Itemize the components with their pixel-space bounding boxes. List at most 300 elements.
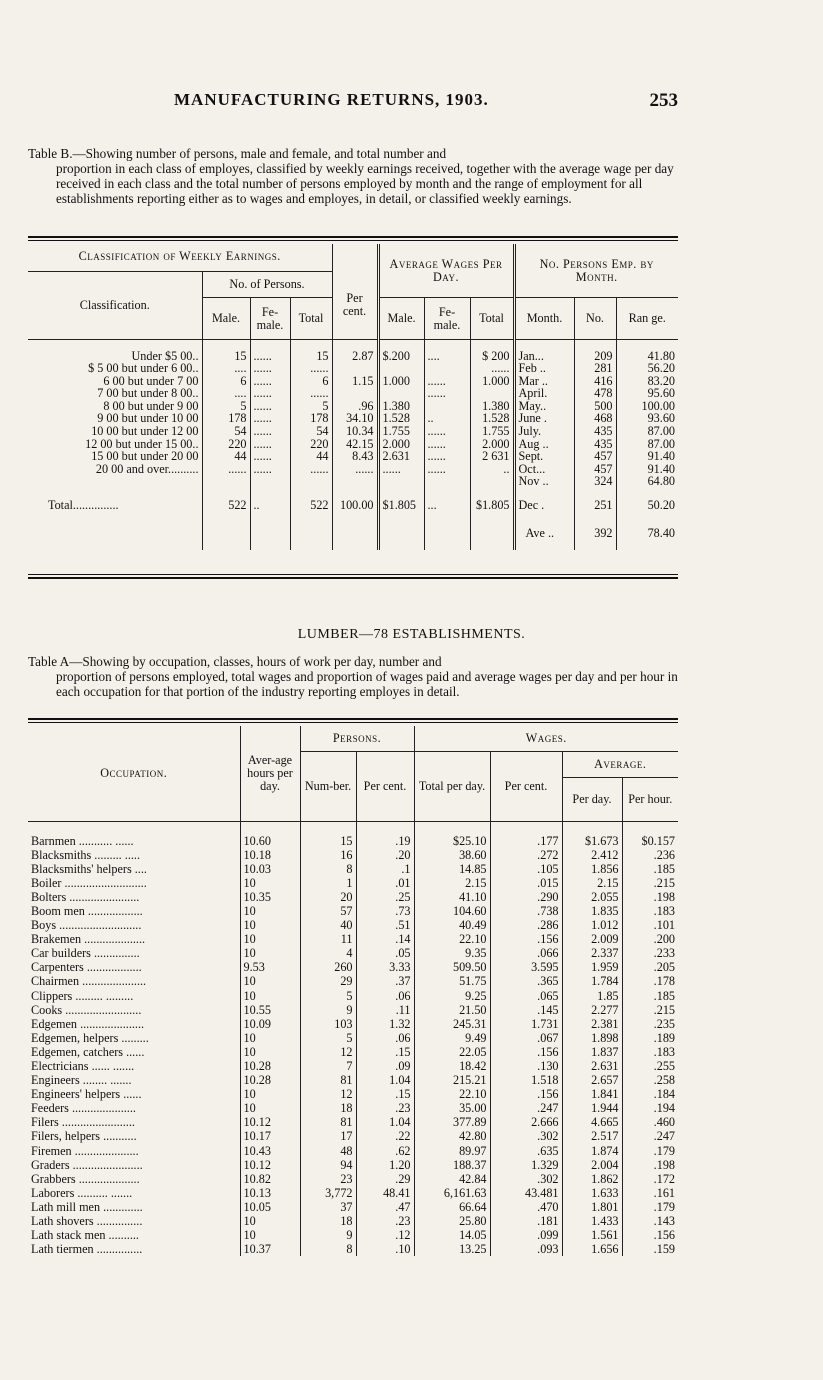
table-a-percent-cell: .29 bbox=[356, 1172, 414, 1186]
table-b-range-header: Ran ge. bbox=[616, 298, 678, 340]
table-b-row bbox=[28, 362, 678, 375]
table-a-occupation-cell: Filers ........................ bbox=[31, 1115, 135, 1130]
table-a-row bbox=[28, 1115, 678, 1129]
table-a-number-cell: 11 bbox=[300, 932, 356, 946]
table-a-hours-cell: 10.43 bbox=[240, 1144, 300, 1158]
table-a-hours-cell: 10.18 bbox=[240, 848, 300, 862]
table-a-wages-percent-cell: .067 bbox=[490, 1031, 562, 1045]
table-a-percent-cell: .06 bbox=[356, 989, 414, 1003]
table-a-occupation-cell: Engineers ........ ....... bbox=[31, 1073, 132, 1088]
table-a-number-cell: 40 bbox=[300, 918, 356, 932]
table-b-wage-male-cell: 1.528 bbox=[378, 412, 424, 425]
table-b-row bbox=[28, 450, 678, 463]
table-a-wages-percent-cell: 1.731 bbox=[490, 1017, 562, 1031]
table-a-hours-cell: 10.60 bbox=[240, 834, 300, 848]
table-b-total-cell: ...... bbox=[290, 362, 332, 375]
table-a-total-cell: 21.50 bbox=[414, 1003, 490, 1017]
table-a-hours-cell: 9.53 bbox=[240, 960, 300, 974]
table-a-per-day-cell: 1.837 bbox=[562, 1045, 622, 1059]
table-a-number-cell: 9 bbox=[300, 1228, 356, 1242]
table-b-wage-total-cell bbox=[470, 387, 514, 400]
table-b-total-cell: ...... bbox=[290, 463, 332, 476]
table-a-number-cell: 3,772 bbox=[300, 1186, 356, 1200]
table-b-total-range: 50.20 bbox=[616, 494, 678, 516]
table-b-female-cell: ...... bbox=[250, 463, 290, 476]
table-a-row bbox=[28, 1087, 678, 1101]
table-a-row bbox=[28, 918, 678, 932]
table-a-percent-cell: 1.04 bbox=[356, 1073, 414, 1087]
table-b-caption-first: Table B.—Showing number of persons, male and female, and total number and bbox=[28, 146, 447, 161]
table-a-occupation-cell: Boiler ........................... bbox=[31, 875, 147, 890]
table-a-hours-cell: 10.12 bbox=[240, 1115, 300, 1129]
table-a-per-hour-cell: .255 bbox=[622, 1059, 678, 1073]
table-b-total-row bbox=[28, 494, 678, 516]
table-a-average-header: Average. bbox=[562, 752, 678, 778]
table-b-wage-total-cell: 2 631 bbox=[470, 450, 514, 463]
table-b-wage-female-cell: .... bbox=[424, 350, 470, 363]
table-a-hours-cell: 10.13 bbox=[240, 1186, 300, 1200]
table-a-per-hour-cell: .258 bbox=[622, 1073, 678, 1087]
table-b-total-wage-female: ... bbox=[424, 494, 470, 516]
table-b-male-header: Male. bbox=[202, 298, 250, 340]
table-a-wages-percent-cell: .290 bbox=[490, 890, 562, 904]
table-b-no-cell: 416 bbox=[574, 375, 616, 388]
table-a-number-cell: 17 bbox=[300, 1129, 356, 1143]
table-b-no-cell: 324 bbox=[574, 475, 616, 488]
table-a-total-cell: 215.21 bbox=[414, 1073, 490, 1087]
table-b-range-cell: 87.00 bbox=[616, 425, 678, 438]
table-b-wage-total-cell: 1.380 bbox=[470, 400, 514, 413]
table-b-classification-cell: 9 00 but under 10 00 bbox=[97, 411, 199, 426]
table-a-per-day-cell: 1.656 bbox=[562, 1242, 622, 1256]
table-a-hours-cell: 10.17 bbox=[240, 1129, 300, 1143]
table-a-wages-percent-cell: .156 bbox=[490, 1087, 562, 1101]
table-b-male-cell bbox=[202, 475, 250, 488]
table-b-month-cell: Jan... bbox=[514, 350, 574, 363]
table-a-hours-cell: 10 bbox=[240, 1045, 300, 1059]
table-b-percent-header: Per cent. bbox=[332, 272, 378, 340]
table-a-total-cell: 509.50 bbox=[414, 960, 490, 974]
table-b-total-header: Total bbox=[290, 298, 332, 340]
table-a-occupation-cell: Grabbers .................... bbox=[31, 1171, 140, 1186]
table-a-percent-header: Per cent. bbox=[356, 752, 414, 822]
table-a-wages-percent-cell: .286 bbox=[490, 918, 562, 932]
table-b-month-cell: May.. bbox=[514, 400, 574, 413]
table-b-total-cell: 44 bbox=[290, 450, 332, 463]
table-a-per-day-cell: 2.631 bbox=[562, 1059, 622, 1073]
table-b-month-cell: June . bbox=[514, 412, 574, 425]
table-a-total-cell: 18.42 bbox=[414, 1059, 490, 1073]
table-a-total-cell: 6,161.63 bbox=[414, 1186, 490, 1200]
table-b-wage-male-cell: 1.000 bbox=[378, 375, 424, 388]
table-a-per-day-cell: 1.841 bbox=[562, 1087, 622, 1101]
table-a-total-cell: 377.89 bbox=[414, 1115, 490, 1129]
table-a-per-day-cell: 2.657 bbox=[562, 1073, 622, 1087]
table-a-row bbox=[28, 960, 678, 974]
table-a-per-hour-cell: .184 bbox=[622, 1087, 678, 1101]
table-b-wage-male-cell: $.200 bbox=[378, 350, 424, 363]
table-a-per-hour-cell: .236 bbox=[622, 848, 678, 862]
table-a-total-cell: 35.00 bbox=[414, 1101, 490, 1115]
table-a-total-cell: 42.80 bbox=[414, 1129, 490, 1143]
table-a-hours-cell: 10 bbox=[240, 1214, 300, 1228]
table-a-percent-cell: .22 bbox=[356, 1129, 414, 1143]
page-header bbox=[28, 90, 678, 114]
table-b-no-cell: 500 bbox=[574, 400, 616, 413]
table-a-hours-cell: 10 bbox=[240, 974, 300, 988]
table-b-total-cell: 178 bbox=[290, 412, 332, 425]
table-a-total-cell: 245.31 bbox=[414, 1017, 490, 1031]
table-b-percent-cell: 34.10 bbox=[332, 412, 378, 425]
table-b-ave-no: 392 bbox=[574, 516, 616, 550]
table-b-male-cell: 178 bbox=[202, 412, 250, 425]
table-b-classification-cell: 7 00 but under 8 00.. bbox=[97, 386, 199, 401]
table-a-occupation-cell: Edgemen, catchers ...... bbox=[31, 1044, 145, 1059]
table-b-female-header: Fe-male. bbox=[250, 298, 290, 340]
table-a-caption-rest: proportion of persons employed, total wages and proportion of wages paid and average wages per day and per hour in each occupation for that portion of the industry reporting employes in detail. bbox=[56, 669, 678, 699]
table-a-total-cell: 14.85 bbox=[414, 862, 490, 876]
table-a-number-cell: 48 bbox=[300, 1144, 356, 1158]
table-b-total-wage-total: $1.805 bbox=[470, 494, 514, 516]
table-b bbox=[28, 244, 678, 550]
table-a-caption-first: Table A—Showing by occupation, classes, hours of work per day, number and bbox=[28, 654, 442, 669]
table-a-per-day-cell: 1.561 bbox=[562, 1228, 622, 1242]
table-a-occupation-cell: Lath stack men .......... bbox=[31, 1228, 139, 1243]
table-a-percent-cell: .51 bbox=[356, 918, 414, 932]
table-a-per-day-cell: 1.801 bbox=[562, 1200, 622, 1214]
table-b-wage-total-cell: 1.755 bbox=[470, 425, 514, 438]
table-a-per-hour-cell: .143 bbox=[622, 1214, 678, 1228]
table-a-occupation-cell: Filers, helpers ........... bbox=[31, 1129, 137, 1144]
table-a-hours-cell: 10.05 bbox=[240, 1200, 300, 1214]
table-a-per-day-cell: $1.673 bbox=[562, 834, 622, 848]
table-a-caption bbox=[28, 654, 678, 699]
table-a-row bbox=[28, 1186, 678, 1200]
table-a-percent-cell: .62 bbox=[356, 1144, 414, 1158]
table-a-total-cell: $25.10 bbox=[414, 834, 490, 848]
table-a-row bbox=[28, 1045, 678, 1059]
table-a-percent-cell: 1.32 bbox=[356, 1017, 414, 1031]
table-a-occupation-cell: Boys ........................... bbox=[31, 918, 142, 933]
table-a-number-cell: 5 bbox=[300, 1031, 356, 1045]
table-b-total-cell: ...... bbox=[290, 387, 332, 400]
table-b-male-cell: 44 bbox=[202, 450, 250, 463]
table-a-percent-cell: .10 bbox=[356, 1242, 414, 1256]
table-b-classification-cell bbox=[28, 475, 202, 488]
table-a-per-hour-cell: .194 bbox=[622, 1101, 678, 1115]
table-a-occupation-cell: Edgemen ..................... bbox=[31, 1016, 145, 1031]
table-b-total-cell bbox=[290, 475, 332, 488]
table-b-female-cell: ...... bbox=[250, 425, 290, 438]
table-b-wage-male-cell: 1.380 bbox=[378, 400, 424, 413]
table-b-wage-female-cell: .. bbox=[424, 412, 470, 425]
table-b-total-cell: 15 bbox=[290, 350, 332, 363]
table-a-hours-cell: 10.55 bbox=[240, 1003, 300, 1017]
table-b-wage-total-cell: .. bbox=[470, 463, 514, 476]
table-a-number-cell: 29 bbox=[300, 974, 356, 988]
table-a-hours-cell: 10 bbox=[240, 1031, 300, 1045]
table-a-hours-cell: 10.82 bbox=[240, 1172, 300, 1186]
table-a-row bbox=[28, 1059, 678, 1073]
table-b-wage-total-cell: 1.000 bbox=[470, 375, 514, 388]
table-b-classification-cell: 15 00 but under 20 00 bbox=[91, 449, 199, 464]
table-b-totals bbox=[28, 494, 678, 550]
table-a-wages-percent-cell: .272 bbox=[490, 848, 562, 862]
table-b-wage-total-header: Total bbox=[470, 298, 514, 340]
table-a-number-cell: 9 bbox=[300, 1003, 356, 1017]
table-b-row bbox=[28, 387, 678, 400]
table-a-percent-cell: .15 bbox=[356, 1087, 414, 1101]
table-a-occupation-cell: Feeders ..................... bbox=[31, 1101, 136, 1116]
table-b-month-cell: Aug .. bbox=[514, 438, 574, 451]
table-a-per-hour-cell: .161 bbox=[622, 1186, 678, 1200]
table-a-per-hour-cell: .247 bbox=[622, 1129, 678, 1143]
table-a-wages-percent-cell: 1.329 bbox=[490, 1158, 562, 1172]
table-a-number-cell: 8 bbox=[300, 862, 356, 876]
table-a-total-cell: 188.37 bbox=[414, 1158, 490, 1172]
table-b-month-cell: July. bbox=[514, 425, 574, 438]
table-a-occupation-cell: Bolters ....................... bbox=[31, 889, 140, 904]
table-a-per-day-header: Per day. bbox=[562, 778, 622, 822]
table-a-hours-cell: 10.03 bbox=[240, 862, 300, 876]
table-a-row bbox=[28, 1172, 678, 1186]
table-a-total-cell: 22.10 bbox=[414, 932, 490, 946]
table-a-percent-cell: .12 bbox=[356, 1228, 414, 1242]
table-a-number-cell: 94 bbox=[300, 1158, 356, 1172]
table-a-percent-cell: 3.33 bbox=[356, 960, 414, 974]
table-a-per-day-cell: 1.85 bbox=[562, 989, 622, 1003]
table-b-no-persons-header: No. of Persons. bbox=[202, 272, 332, 298]
table-a-per-day-cell: 1.784 bbox=[562, 974, 622, 988]
table-b-no-cell: 457 bbox=[574, 450, 616, 463]
table-b-wage-total-cell: $ 200 bbox=[470, 350, 514, 363]
table-b-percent-cell: 42.15 bbox=[332, 438, 378, 451]
table-a-wages-percent-cell: 43.481 bbox=[490, 1186, 562, 1200]
table-a-total-cell: 22.10 bbox=[414, 1087, 490, 1101]
table-b-range-cell: 95.60 bbox=[616, 387, 678, 400]
table-b-male-cell: .... bbox=[202, 362, 250, 375]
table-a-persons-header: Persons. bbox=[300, 726, 414, 752]
table-b-total-cell: 6 bbox=[290, 375, 332, 388]
table-b-wage-female-cell: ...... bbox=[424, 387, 470, 400]
table-b-classification-cell: Under $5 00.. bbox=[131, 348, 199, 363]
table-b-wage-total-cell: ...... bbox=[470, 362, 514, 375]
table-b-range-cell: 56.20 bbox=[616, 362, 678, 375]
table-b-caption bbox=[28, 146, 678, 206]
table-b-wage-female-cell: ...... bbox=[424, 463, 470, 476]
table-a-wages-percent-cell: .156 bbox=[490, 932, 562, 946]
table-b-no-cell: 457 bbox=[574, 463, 616, 476]
table-a-number-cell: 23 bbox=[300, 1172, 356, 1186]
table-a-row bbox=[28, 1031, 678, 1045]
table-a-per-day-cell: 1.835 bbox=[562, 904, 622, 918]
table-b-month-cell: Mar .. bbox=[514, 375, 574, 388]
table-a-per-hour-cell: .185 bbox=[622, 989, 678, 1003]
table-a-per-hour-cell: .205 bbox=[622, 960, 678, 974]
table-a-total-cell: 38.60 bbox=[414, 848, 490, 862]
table-a-row bbox=[28, 1144, 678, 1158]
table-a-per-day-cell: 1.012 bbox=[562, 918, 622, 932]
table-a-per-hour-cell: .198 bbox=[622, 890, 678, 904]
table-a-wages-percent-cell: .177 bbox=[490, 834, 562, 848]
table-a-total-cell: 25.80 bbox=[414, 1214, 490, 1228]
table-a-wages-percent-cell: .145 bbox=[490, 1003, 562, 1017]
table-b-male-cell: .... bbox=[202, 387, 250, 400]
table-b-range-cell: 91.40 bbox=[616, 450, 678, 463]
table-b-total-month: Dec . bbox=[514, 494, 574, 516]
table-a-per-hour-cell: .460 bbox=[622, 1115, 678, 1129]
table-b-no-cell: 209 bbox=[574, 350, 616, 363]
table-a-number-cell: 8 bbox=[300, 1242, 356, 1256]
table-a-hours-cell: 10.35 bbox=[240, 890, 300, 904]
table-a-occupation-cell: Carpenters .................. bbox=[31, 960, 142, 975]
table-a-per-day-cell: 1.959 bbox=[562, 960, 622, 974]
table-a-wages-percent-cell: 2.666 bbox=[490, 1115, 562, 1129]
table-a-wages-percent-cell: .156 bbox=[490, 1045, 562, 1059]
table-a-hours-cell: 10 bbox=[240, 989, 300, 1003]
table-b-wage-female-cell: ...... bbox=[424, 438, 470, 451]
table-b-wage-female-cell: ...... bbox=[424, 425, 470, 438]
table-a-occupation-cell: Car builders ............... bbox=[31, 946, 140, 961]
table-b-female-cell: ...... bbox=[250, 387, 290, 400]
table-a bbox=[28, 726, 678, 1256]
table-a-hours-cell: 10.12 bbox=[240, 1158, 300, 1172]
table-a-per-hour-header: Per hour. bbox=[622, 778, 678, 822]
table-a-number-cell: 81 bbox=[300, 1073, 356, 1087]
table-b-male-cell: 6 bbox=[202, 375, 250, 388]
table-a-percent-cell: .05 bbox=[356, 946, 414, 960]
table-b-total-cell: 54 bbox=[290, 425, 332, 438]
table-b-wage-male-cell: 1.755 bbox=[378, 425, 424, 438]
table-a-hours-cell: 10 bbox=[240, 876, 300, 890]
table-b-range-cell: 64.80 bbox=[616, 475, 678, 488]
running-title: MANUFACTURING RETURNS, 1903. bbox=[174, 90, 489, 109]
table-b-range-cell: 100.00 bbox=[616, 400, 678, 413]
table-a-wages-percent-cell: .738 bbox=[490, 904, 562, 918]
table-a-per-hour-cell: .185 bbox=[622, 862, 678, 876]
table-b-month-header: Month. bbox=[514, 298, 574, 340]
table-a-total-cell: 2.15 bbox=[414, 876, 490, 890]
table-b-male-cell: ...... bbox=[202, 463, 250, 476]
table-a-per-hour-cell: .215 bbox=[622, 1003, 678, 1017]
table-a-per-day-cell: 4.665 bbox=[562, 1115, 622, 1129]
table-b-average-row bbox=[28, 516, 678, 550]
table-a-number-cell: 20 bbox=[300, 890, 356, 904]
table-a-wages-percent-cell: .130 bbox=[490, 1059, 562, 1073]
table-a-row bbox=[28, 974, 678, 988]
table-a-number-cell: 12 bbox=[300, 1087, 356, 1101]
table-a-total-cell: 9.35 bbox=[414, 946, 490, 960]
table-a-row bbox=[28, 862, 678, 876]
table-b-classification-cell: 8 00 but under 9 00 bbox=[103, 398, 199, 413]
table-a-per-day-cell: 1.874 bbox=[562, 1144, 622, 1158]
table-a-total-cell: 66.64 bbox=[414, 1200, 490, 1214]
table-b-classification-cell: 20 00 and over.......... bbox=[95, 461, 199, 476]
table-b-no-cell: 281 bbox=[574, 362, 616, 375]
table-b-top-rule bbox=[28, 236, 678, 241]
table-a-percent-cell: .1 bbox=[356, 862, 414, 876]
table-a-per-hour-cell: .178 bbox=[622, 974, 678, 988]
table-a-hours-cell: 10 bbox=[240, 932, 300, 946]
table-a-per-hour-cell: .156 bbox=[622, 1228, 678, 1242]
table-a-wages-percent-cell: .635 bbox=[490, 1144, 562, 1158]
table-b-total-total: 522 bbox=[290, 494, 332, 516]
table-a-per-day-cell: 1.856 bbox=[562, 862, 622, 876]
table-a-total-cell: 40.49 bbox=[414, 918, 490, 932]
table-b-no-header: No. bbox=[574, 298, 616, 340]
table-a-per-hour-cell: .198 bbox=[622, 1158, 678, 1172]
table-b-bottom-rule bbox=[28, 574, 678, 579]
table-a-percent-cell: .19 bbox=[356, 834, 414, 848]
table-b-range-cell: 87.00 bbox=[616, 438, 678, 451]
table-a-occupation-cell: Chairmen ..................... bbox=[31, 974, 147, 989]
table-b-classification-cell: 10 00 but under 12 00 bbox=[91, 424, 199, 439]
table-b-wage-male-cell bbox=[378, 387, 424, 400]
table-a-row bbox=[28, 1242, 678, 1256]
table-a-occupation-cell: Firemen ..................... bbox=[31, 1143, 139, 1158]
table-a-hours-cell: 10 bbox=[240, 1101, 300, 1115]
table-b-percent-cell bbox=[332, 362, 378, 375]
table-b-percent-cell bbox=[332, 387, 378, 400]
table-a-percent-cell: .15 bbox=[356, 1045, 414, 1059]
table-a-per-hour-cell: .215 bbox=[622, 876, 678, 890]
table-b-female-cell: ...... bbox=[250, 350, 290, 363]
table-b-classification-cell: $ 5 00 but under 6 00.. bbox=[88, 361, 199, 376]
table-a-occupation-cell: Electricians ...... ....... bbox=[31, 1059, 135, 1073]
table-a-wages-percent-cell: .365 bbox=[490, 974, 562, 988]
table-a-row bbox=[28, 904, 678, 918]
table-a-percent-cell: 1.04 bbox=[356, 1115, 414, 1129]
table-a-percent-cell: .23 bbox=[356, 1214, 414, 1228]
table-b-wage-total-cell: 1.528 bbox=[470, 412, 514, 425]
table-a-per-day-cell: 2.15 bbox=[562, 876, 622, 890]
table-a-percent-cell: 1.20 bbox=[356, 1158, 414, 1172]
table-b-wage-female-header: Fe-male. bbox=[424, 298, 470, 340]
table-a-percent-cell: .06 bbox=[356, 1031, 414, 1045]
table-a-total-cell: 22.05 bbox=[414, 1045, 490, 1059]
table-b-total-label: Total............... bbox=[48, 497, 119, 512]
table-a-wages-percent-cell: .099 bbox=[490, 1228, 562, 1242]
table-a-total-cell: 41.10 bbox=[414, 890, 490, 904]
table-b-male-cell: 15 bbox=[202, 350, 250, 363]
table-b-wage-male-cell bbox=[378, 475, 424, 488]
table-a-number-cell: 1 bbox=[300, 876, 356, 890]
table-a-hours-cell: 10 bbox=[240, 904, 300, 918]
table-b-wage-male-cell: 2.000 bbox=[378, 438, 424, 451]
table-a-number-header: Num-ber. bbox=[300, 752, 356, 822]
table-a-total-cell: 14.05 bbox=[414, 1228, 490, 1242]
table-b-wage-male-cell: 2.631 bbox=[378, 450, 424, 463]
table-a-number-cell: 260 bbox=[300, 960, 356, 974]
table-b-row bbox=[28, 463, 678, 476]
table-a-percent-cell: .73 bbox=[356, 904, 414, 918]
table-b-month-cell: Sept. bbox=[514, 450, 574, 463]
table-a-number-cell: 5 bbox=[300, 989, 356, 1003]
table-a-wages-percent-cell: .105 bbox=[490, 862, 562, 876]
table-a-occupation-cell: Graders ....................... bbox=[31, 1157, 143, 1172]
table-a-row bbox=[28, 932, 678, 946]
table-a-total-cell: 89.97 bbox=[414, 1144, 490, 1158]
table-a-wages-percent-cell: .015 bbox=[490, 876, 562, 890]
table-b-classification-header: Classification. bbox=[28, 272, 202, 340]
table-a-per-day-cell: 1.433 bbox=[562, 1214, 622, 1228]
table-b-wage-male-cell bbox=[378, 362, 424, 375]
table-a-number-cell: 103 bbox=[300, 1017, 356, 1031]
table-b-percent-cell: 8.43 bbox=[332, 450, 378, 463]
table-a-row bbox=[28, 1003, 678, 1017]
table-a-per-day-cell: 2.412 bbox=[562, 848, 622, 862]
table-a-hours-header: Aver-age hours per day. bbox=[240, 726, 300, 822]
